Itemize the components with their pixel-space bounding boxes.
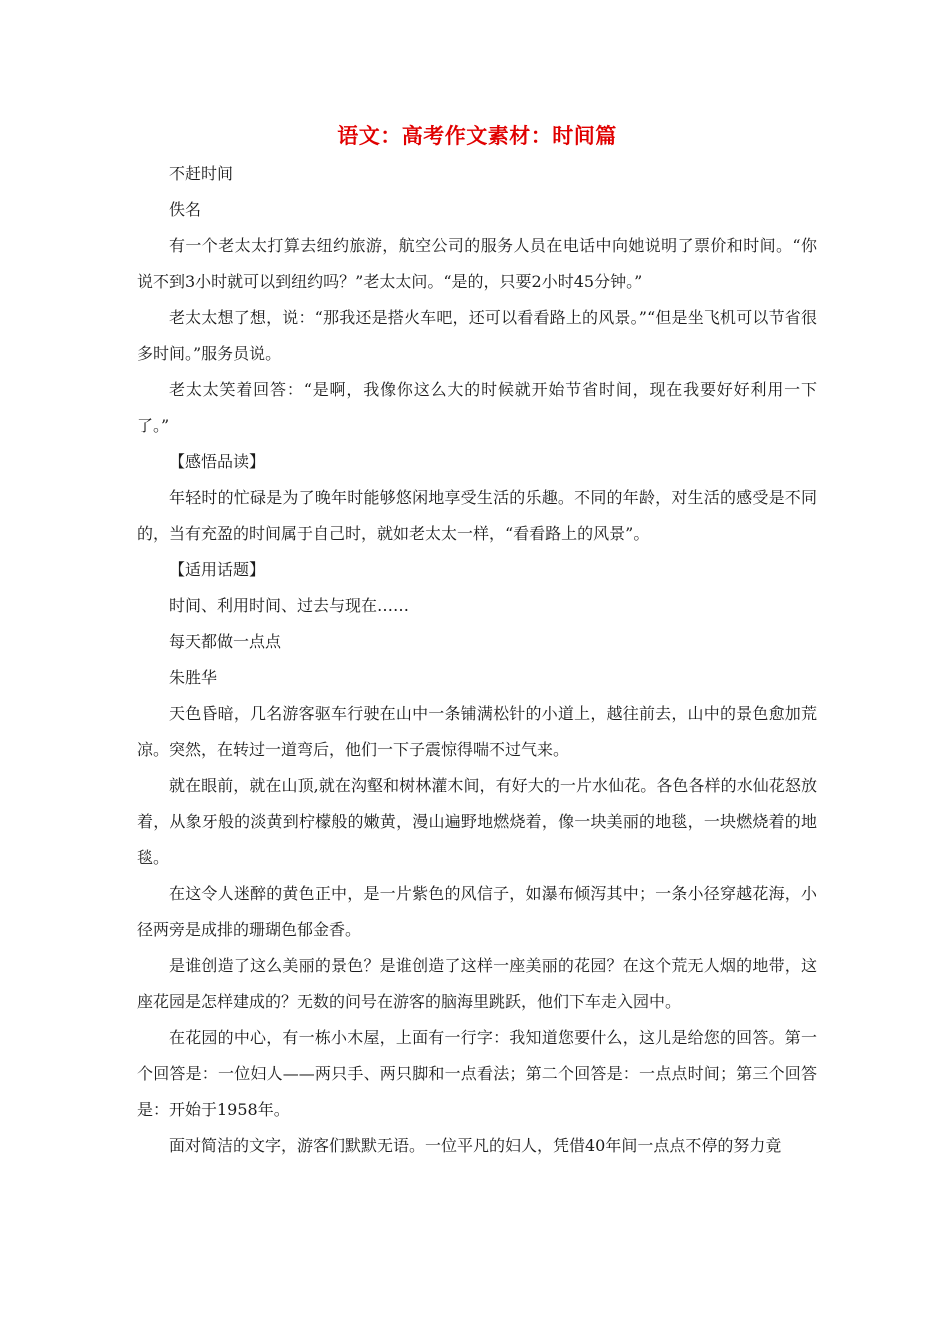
paragraph: 有一个老太太打算去纽约旅游，航空公司的服务人员在电话中向她说明了票价和时间。“你说不到3小时就可以到纽约吗？”老太太问。“是的，只要2小时45分钟。” bbox=[137, 236, 817, 291]
paragraph: 在这令人迷醉的黄色正中，是一片紫色的风信子，如瀑布倾泻其中；一条小径穿越花海，小径两旁是成排的珊瑚色郁金香。 bbox=[137, 884, 817, 939]
paragraph: 在花园的中心，有一栋小木屋，上面有一行字：我知道您要什么，这儿是给您的回答。第一个回答是：一位妇人——两只手、两只脚和一点看法；第二个回答是：一点点时间；第三个回答是：开始于1958年。 bbox=[137, 1028, 817, 1119]
paragraph: 老太太笑着回答：“是啊，我像你这么大的时候就开始节省时间，现在我要好好利用一下了。” bbox=[137, 380, 817, 435]
paragraph-heading: 每天都做一点点 bbox=[169, 632, 282, 651]
paragraph: 时间、利用时间、过去与现在…… bbox=[169, 596, 410, 615]
paragraph: 老太太想了想，说：“那我还是搭火车吧，还可以看看路上的风景。”“但是坐飞机可以节省很多时间。”服务员说。 bbox=[137, 308, 817, 363]
paragraph: 年轻时的忙碌是为了晚年时能够悠闲地享受生活的乐趣。不同的年龄，对生活的感受是不同的，当有充盈的时间属于自己时，就如老太太一样，“看看路上的风景”。 bbox=[137, 488, 817, 543]
document-title: 语文：高考作文素材：时间篇 bbox=[337, 123, 617, 148]
paragraph-author: 佚名 bbox=[169, 200, 202, 219]
paragraph: 天色昏暗，几名游客驱车行驶在山中一条铺满松针的小道上，越往前去，山中的景色愈加荒凉。突然，在转过一道弯后，他们一下子震惊得喘不过气来。 bbox=[137, 704, 817, 759]
paragraph: 就在眼前，就在山顶,就在沟壑和树林灌木间，有好大的一片水仙花。各色各样的水仙花怒放着，从象牙般的淡黄到柠檬般的嫩黄，漫山遍野地燃烧着，像一块美丽的地毯，一块燃烧着的地毯。 bbox=[137, 776, 817, 867]
paragraph-heading: 不赶时间 bbox=[169, 164, 234, 183]
paragraph: 面对简洁的文字，游客们默默无语。一位平凡的妇人，凭借40年间一点点不停的努力竟 bbox=[169, 1136, 782, 1155]
paragraph-section-label: 【感悟品读】 bbox=[169, 452, 266, 471]
paragraph: 是谁创造了这么美丽的景色？是谁创造了这样一座美丽的花园？在这个荒无人烟的地带，这座花园是怎样建成的？无数的问号在游客的脑海里跳跃，他们下车走入园中。 bbox=[137, 956, 817, 1011]
document-page bbox=[137, 118, 817, 1164]
paragraph-author: 朱胜华 bbox=[169, 668, 218, 687]
paragraph-section-label: 【适用话题】 bbox=[169, 560, 266, 579]
